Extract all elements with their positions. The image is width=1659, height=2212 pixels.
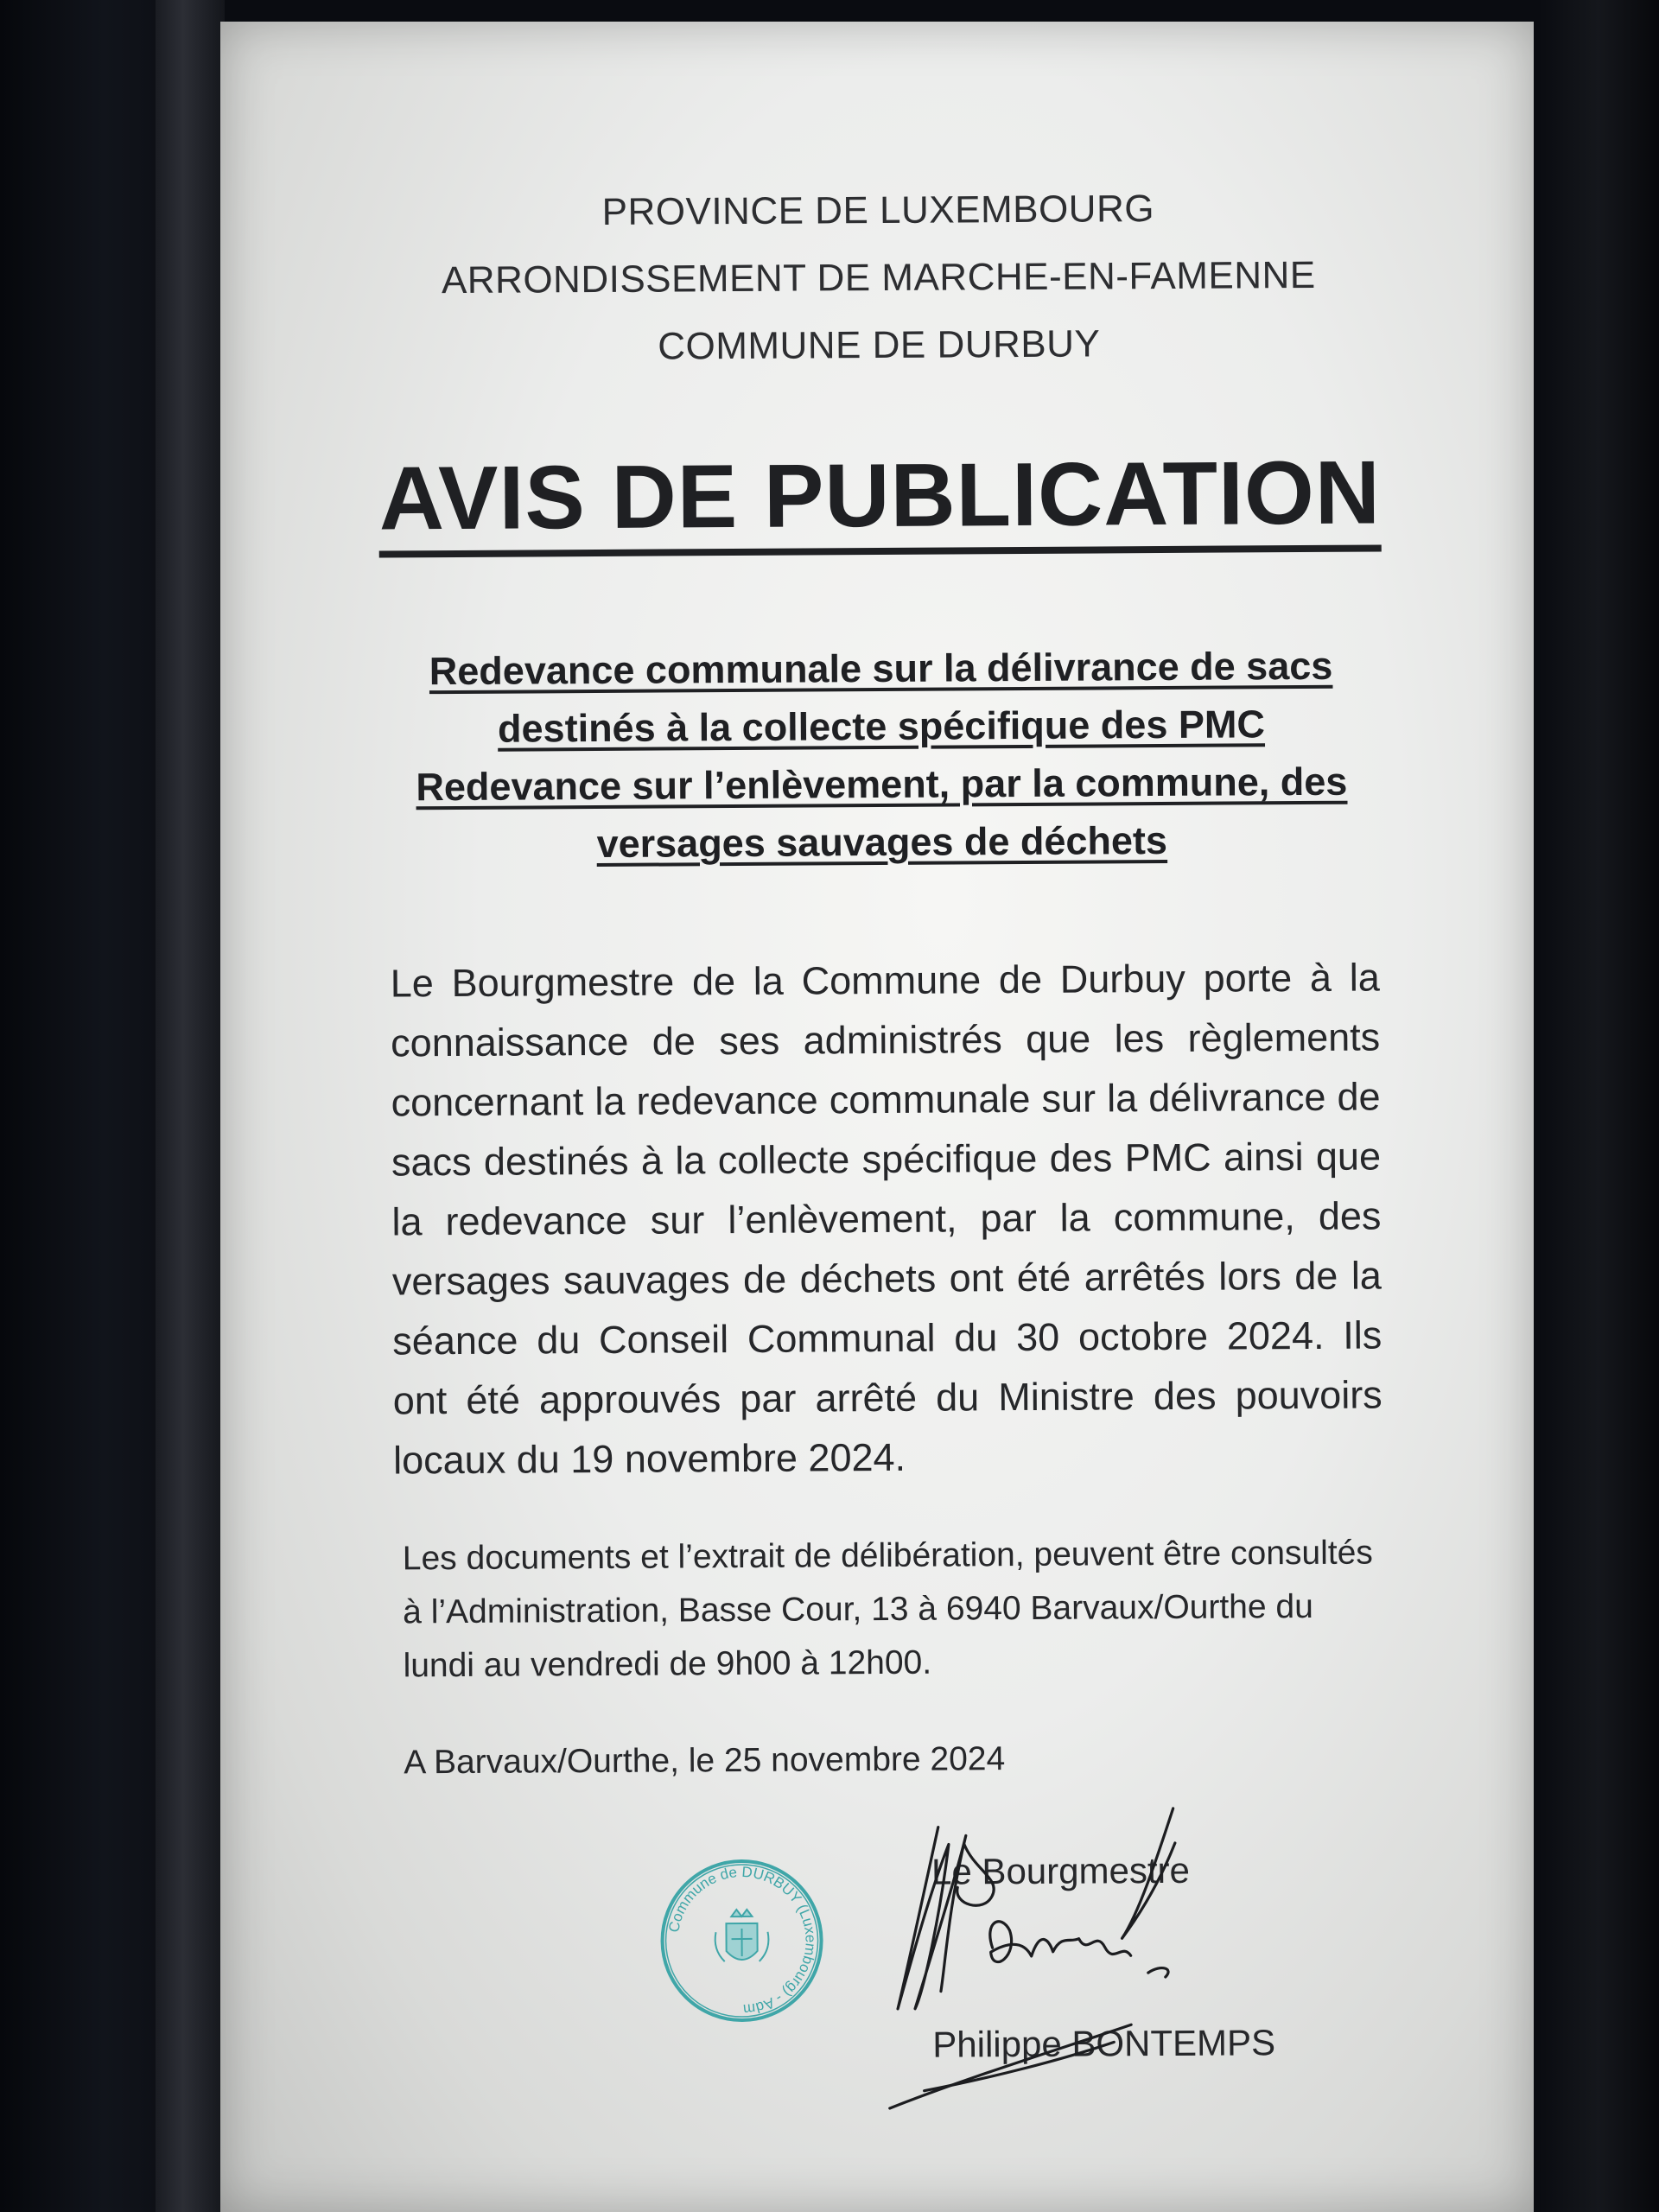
notice-paper — [220, 22, 1534, 2212]
documents-note: Les documents et l’extrait de délibération, peuvent être consultés à l’Administration, Basse Cour, 13 à 6940 Barvaux/Ourthe du lundi au vendredi de 9h00 à 12h00. — [402, 1534, 1373, 1685]
notice-body: Le Bourgmestre de la Commune de Durbuy porte à la connaissance de ses administrés que les règlements concernant la redevance communale sur la délivrance de sacs destinés à la collecte spécifique des PMC ainsi que la redevance sur l’enlèvement, par la commune, des versages sauvages de déchets ont été arrêtés lors de la séance du Conseil Communal du 30 octobre 2024. Ils ont été approuvés par arrêté du Ministre des pouvoirs locaux du 19 novembre 2024. — [390, 955, 1382, 1483]
subject-pmc-text: Redevance communale sur la délivrance de sacs destinés à la collecte spécifique des PMC — [429, 643, 1333, 751]
notice-sheet — [220, 17, 1547, 2212]
header-arrondissement: ARRONDISSEMENT DE MARCHE-EN-FAMENNE — [441, 253, 1316, 302]
subject-versages-text: Redevance sur l’enlèvement, par la commune, des versages sauvages de déchets — [416, 759, 1348, 866]
handwritten-signature — [862, 1791, 1227, 2122]
signatory-role: Le Bourgmestre — [931, 1849, 1191, 1892]
display-frame-edge — [156, 0, 225, 2212]
commune-stamp — [655, 1853, 829, 2027]
notice-subjects — [353, 636, 1409, 874]
authority-header — [221, 173, 1535, 383]
signatory-name: Philippe BONTEMPS — [932, 2022, 1276, 2065]
header-commune: COMMUNE DE DURBUY — [658, 322, 1101, 368]
coat-of-arms-icon — [715, 1910, 768, 1961]
header-province: PROVINCE DE LUXEMBOURG — [601, 188, 1155, 233]
stamp-ring-text: Commune de DURBUY (Luxembourg) - Adm — [665, 1863, 819, 2018]
page-title — [223, 441, 1537, 551]
page-title-text: AVIS DE PUBLICATION — [378, 442, 1381, 557]
subject-pmc — [353, 636, 1408, 758]
subject-versages — [354, 752, 1409, 874]
place-date: A Barvaux/Ourthe, le 25 novembre 2024 — [404, 1740, 1006, 1782]
